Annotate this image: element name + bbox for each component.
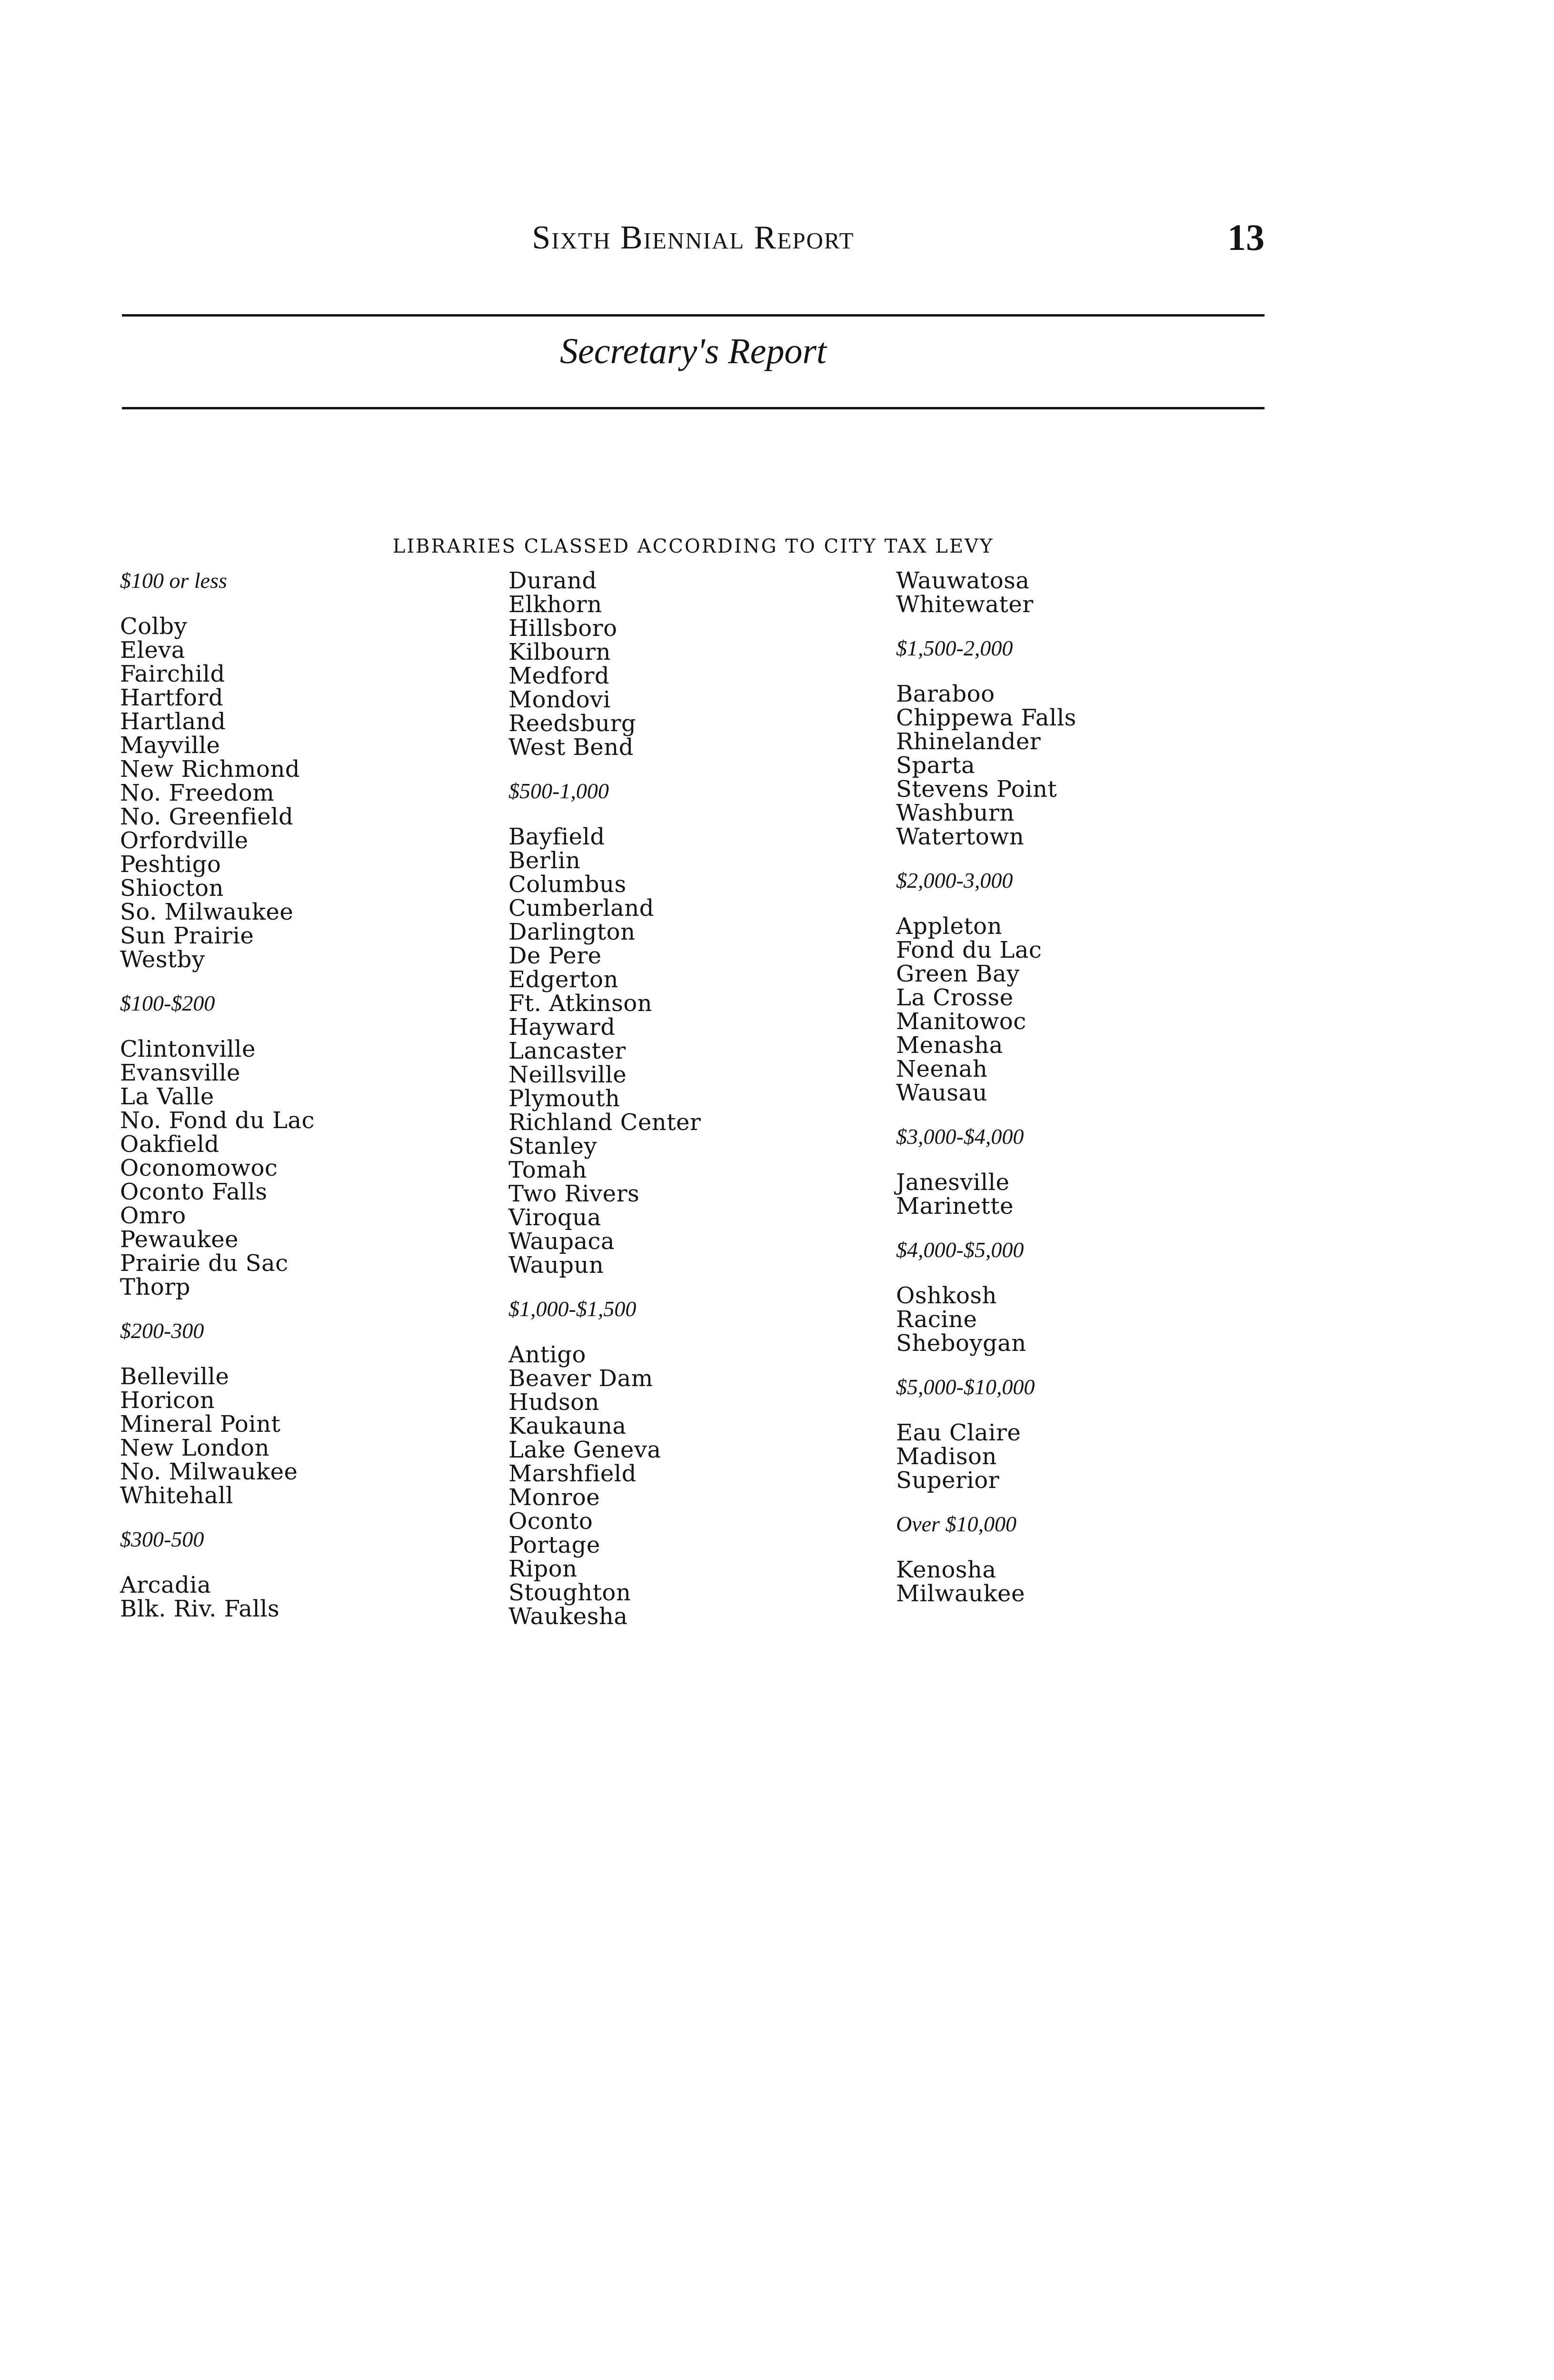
town-name: Baraboo [896, 681, 995, 707]
town-name: New Richmond [120, 756, 300, 783]
town-name: Fairchild [120, 661, 225, 687]
town-name: La Crosse [896, 984, 1014, 1011]
town-name: Chippewa Falls [896, 704, 1076, 731]
town-name: Two Rivers [508, 1180, 640, 1207]
section-subtitle: Secretary's Report [559, 331, 827, 371]
town-name: Berlin [508, 847, 581, 874]
town-name: Colby [120, 613, 188, 640]
town-name: Hayward [508, 1014, 616, 1041]
town-name: Pewaukee [120, 1226, 239, 1253]
town-name: Hillsboro [508, 615, 618, 642]
town-name: Kenosha [896, 1557, 996, 1583]
town-name: Medford [508, 663, 610, 689]
town-name: So. Milwaukee [120, 899, 294, 925]
table-title: LIBRARIES CLASSED ACCORDING TO CITY TAX LEVY [392, 536, 994, 557]
town-name: Thorp [120, 1274, 190, 1300]
town-name: Hudson [508, 1389, 599, 1416]
levy-group [120, 992, 501, 1299]
levy-group [508, 569, 889, 759]
town-name: Sun Prairie [120, 922, 254, 949]
levy-group [120, 569, 501, 972]
town-name: Lancaster [508, 1038, 626, 1064]
town-name: Waupaca [508, 1228, 615, 1255]
town-name: Ripon [508, 1556, 578, 1582]
town-name: New London [120, 1435, 269, 1461]
town-name: De Pere [508, 942, 602, 969]
town-name: No. Fond du Lac [120, 1107, 315, 1134]
town-name: Milwaukee [896, 1580, 1025, 1607]
levy-group [508, 1297, 889, 1628]
town-name: Edgerton [508, 966, 618, 993]
town-name: Columbus [508, 871, 627, 898]
town-name: Stevens Point [896, 776, 1057, 803]
town-name: Kilbourn [508, 639, 611, 665]
town-name: Menasha [896, 1032, 1003, 1059]
town-name: Beaver Dam [508, 1365, 653, 1392]
town-name: Prairie du Sac [120, 1250, 289, 1277]
town-name: No. Freedom [120, 780, 275, 806]
running-title: Sixth Biennial Report [532, 219, 855, 256]
top-rule [122, 314, 1265, 317]
town-name: Darlington [508, 919, 636, 945]
levy-range-heading: $100 or less [120, 568, 227, 593]
town-name: Eau Claire [896, 1419, 1021, 1446]
town-name: Oshkosh [896, 1282, 997, 1309]
town-name: Madison [896, 1443, 997, 1470]
town-name: Waukesha [508, 1603, 628, 1630]
levy-range-heading: $100-$200 [120, 991, 215, 1015]
town-name: Omro [120, 1202, 186, 1229]
town-name: No. Greenfield [120, 803, 294, 830]
town-name: Neenah [896, 1056, 988, 1082]
town-name: Mondovi [508, 686, 611, 713]
town-name: Mineral Point [120, 1411, 281, 1438]
levy-group [120, 1319, 501, 1507]
page-header [122, 209, 1265, 271]
levy-group [896, 1512, 1277, 1606]
town-name: Richland Center [508, 1109, 701, 1136]
town-name: Monroe [508, 1484, 600, 1511]
town-name: Arcadia [120, 1572, 211, 1598]
town-name: Durand [508, 567, 597, 594]
town-name: Oconto [508, 1508, 593, 1535]
town-name: Peshtigo [120, 851, 221, 878]
town-name: Blk. Riv. Falls [120, 1596, 280, 1622]
town-name: Hartland [120, 708, 226, 735]
levy-group [508, 779, 889, 1277]
town-name: Manitowoc [896, 1008, 1026, 1035]
town-name: Waupun [508, 1252, 604, 1279]
town-name: Sparta [896, 752, 976, 779]
town-name: Neillsville [508, 1061, 627, 1088]
town-name: West Bend [508, 734, 634, 761]
town-name: Superior [896, 1467, 1000, 1494]
levy-group [896, 1375, 1277, 1492]
bottom-rule [122, 407, 1265, 409]
column-2 [508, 569, 889, 1628]
levy-range-heading: Over $10,000 [896, 1512, 1016, 1536]
town-name: Racine [896, 1306, 977, 1333]
column-1 [120, 569, 501, 1621]
town-name: Appleton [896, 913, 1002, 940]
town-name: Mayville [120, 732, 220, 759]
town-name: Viroqua [508, 1204, 601, 1231]
town-name: Shiocton [120, 875, 224, 902]
levy-range-heading: $3,000-$4,000 [896, 1124, 1024, 1149]
town-name: Hartford [120, 684, 224, 711]
town-name: Washburn [896, 800, 1015, 826]
levy-group [896, 1238, 1277, 1355]
levy-group [120, 1527, 501, 1621]
town-name: Tomah [508, 1157, 587, 1183]
column-3 [896, 569, 1277, 1606]
town-name: Horicon [120, 1387, 215, 1414]
town-name: Portage [508, 1532, 600, 1558]
town-name: Watertown [896, 823, 1025, 850]
levy-range-heading: $500-1,000 [508, 779, 609, 803]
town-name: Evansville [120, 1060, 240, 1086]
levy-group [896, 569, 1277, 616]
levy-range-heading: $4,000-$5,000 [896, 1238, 1024, 1262]
town-name: Fond du Lac [896, 937, 1042, 963]
town-name: Antigo [508, 1341, 586, 1368]
levy-range-heading: $200-300 [120, 1319, 204, 1343]
town-name: Wausau [896, 1080, 987, 1106]
town-name: Whitewater [896, 591, 1034, 618]
town-name: La Valle [120, 1083, 214, 1110]
town-name: Wauwatosa [896, 567, 1030, 594]
town-name: Oconomowoc [120, 1155, 278, 1181]
town-name: No. Milwaukee [120, 1458, 298, 1485]
town-name: Kaukauna [508, 1413, 627, 1439]
town-name: Clintonville [120, 1036, 256, 1062]
town-name: Eleva [120, 637, 186, 664]
levy-range-heading: $1,000-$1,500 [508, 1297, 637, 1321]
town-name: Oakfield [120, 1131, 219, 1158]
town-name: Stanley [508, 1133, 598, 1160]
town-name: Stoughton [508, 1579, 631, 1606]
levy-group [896, 636, 1277, 849]
town-name: Rhinelander [896, 728, 1041, 755]
levy-range-heading: $5,000-$10,000 [896, 1375, 1035, 1399]
town-name: Green Bay [896, 961, 1020, 987]
town-name: Janesville [896, 1169, 1010, 1196]
town-name: Bayfield [508, 823, 605, 850]
town-name: Belleville [120, 1363, 229, 1390]
town-name: Whitehall [120, 1482, 234, 1509]
town-name: Lake Geneva [508, 1437, 661, 1463]
page-number: 13 [1227, 217, 1265, 258]
town-name: Marshfield [508, 1460, 637, 1487]
levy-range-heading: $2,000-3,000 [896, 868, 1013, 892]
town-name: Elkhorn [508, 591, 602, 618]
town-name: Oconto Falls [120, 1179, 268, 1205]
town-name: Cumberland [508, 895, 654, 922]
levy-group [896, 1125, 1277, 1218]
town-name: Plymouth [508, 1085, 620, 1112]
levy-range-heading: $1,500-2,000 [896, 636, 1013, 660]
levy-range-heading: $300-500 [120, 1527, 204, 1551]
town-name: Orfordville [120, 827, 249, 854]
town-name: Ft. Atkinson [508, 990, 653, 1017]
town-name: Westby [120, 946, 205, 973]
town-name: Sheboygan [896, 1330, 1026, 1357]
town-name: Marinette [896, 1193, 1014, 1220]
town-name: Reedsburg [508, 710, 637, 737]
levy-group [896, 869, 1277, 1105]
